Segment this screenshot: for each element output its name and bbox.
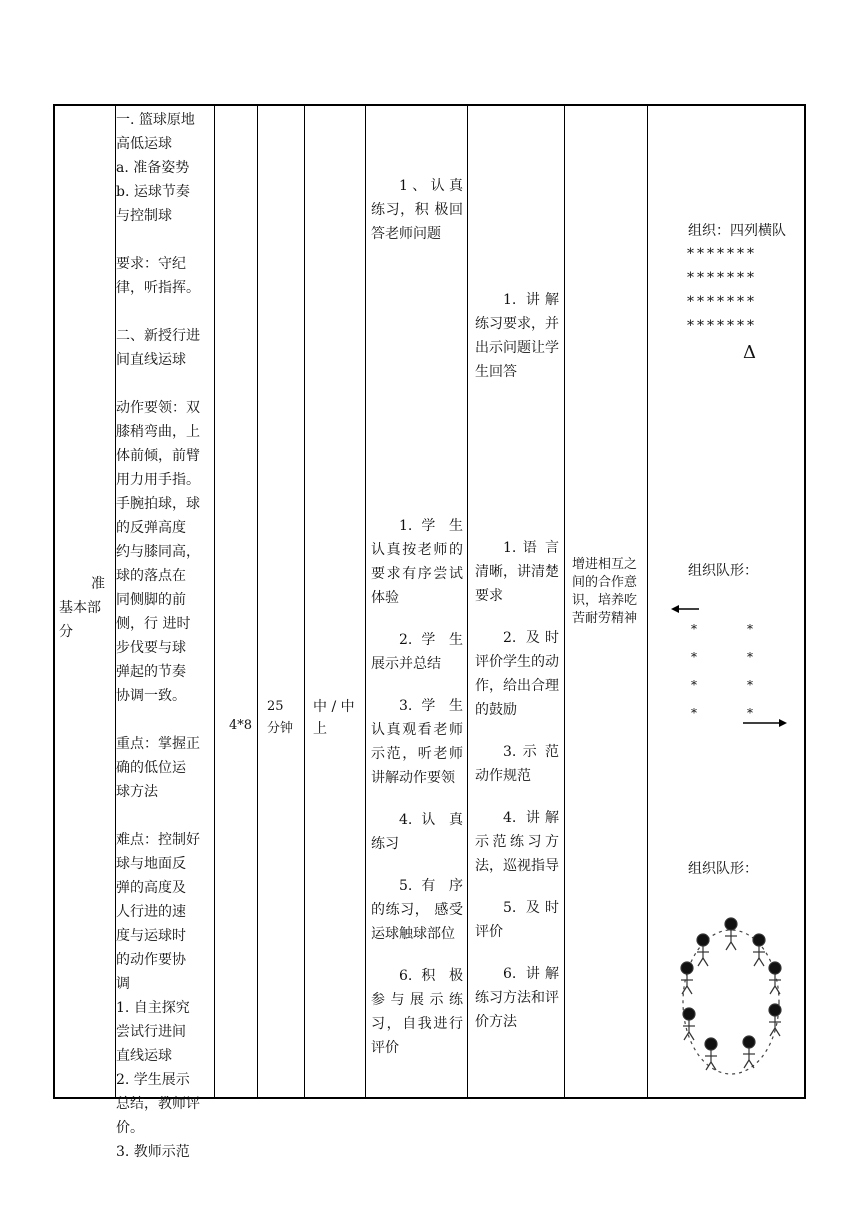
org-title-circle: 组织队形：	[688, 861, 758, 877]
star-formation	[687, 242, 757, 338]
col-divider	[467, 106, 468, 1097]
student-activity-text: 6. 积 极参与展示练习，自我进行评价	[371, 968, 463, 1056]
col-divider	[304, 106, 305, 1097]
star-row: *******	[687, 246, 757, 262]
content-line: 难点：控制好 球与地面反 弹的高度及 人行进的速 度与运球时 的动作要协 调	[116, 832, 200, 992]
lesson-table	[53, 104, 806, 1160]
star-row: *******	[687, 318, 757, 334]
right-arrow-head	[779, 719, 787, 727]
content-line: 1. 自主探究 尝试行进间 直线运球	[116, 1000, 190, 1064]
col-divider	[214, 106, 215, 1097]
student-activity-text: 2. 学 生展示并总结	[371, 632, 463, 672]
formation-star: *	[747, 706, 753, 720]
teacher-activity-text: 3. 示 范动作规范	[475, 744, 559, 784]
student-figure	[725, 918, 737, 950]
teacher-activity-text: 5. 及时评价	[475, 900, 559, 940]
content-line: a. 准备姿势	[116, 160, 190, 176]
formation-star: *	[747, 622, 753, 636]
student-activity-text: 1、认真练习，积 极回答老师问题	[371, 178, 463, 242]
formation-star: *	[691, 650, 697, 664]
teacher-marker: Δ	[743, 342, 756, 363]
student-figure	[743, 1036, 755, 1068]
org-title-formation: 组织队形：	[688, 563, 758, 579]
content-gap	[116, 708, 212, 732]
teacher-activities	[475, 536, 559, 1034]
content-line: 重点：掌握正 确的低位运 球方法	[116, 736, 200, 800]
teacher-activity-text: 6. 讲解练习方法和评价方法	[475, 966, 559, 1030]
student-activity-text: 1. 学 生认真按老师的要求有序尝试体验	[371, 518, 463, 606]
content-line: 要求：守纪 律，听指挥。	[116, 256, 200, 296]
teacher-activity-intro	[475, 288, 559, 384]
student-activity-text: 5. 有 序的练习， 感受运球触球部位	[371, 878, 463, 942]
goal-text: 增进相互之间的合作意识，培养吃苦耐劳精神	[572, 557, 638, 626]
content-line: 二、新授行进 间直线运球	[116, 328, 200, 368]
content-column	[116, 108, 212, 1164]
content-gap	[116, 228, 212, 252]
intensity-value: 中 / 中 上	[313, 699, 355, 737]
section-label-line1: 准	[91, 576, 105, 592]
student-activity-text: 3. 学 生认真观看老师示范，听老师讲解动作要领	[371, 698, 463, 786]
content-line: b. 运球节奏 与控制球	[116, 184, 190, 224]
content-line: 一. 篮球原地 高低运球	[116, 112, 195, 152]
col-divider	[647, 106, 648, 1097]
zigzag-formation-diagram	[667, 600, 797, 730]
org-title-lines: 组织：四列横队	[688, 223, 786, 239]
section-label	[59, 572, 113, 644]
col-divider	[365, 106, 366, 1097]
circle-formation-diagram	[675, 910, 795, 1084]
star-row: *******	[687, 270, 757, 286]
formation-star: *	[691, 706, 697, 720]
student-figure	[681, 962, 693, 994]
content-gap	[116, 372, 212, 396]
content-line: 动作要领：双 膝稍弯曲，上 体前倾，前臂 用力用手指。 手腕拍球，球 的反弹高度 约与膝同高， 球的落点在 同侧脚的前 侧，行 进时 步伐要与球 弹起的节奏 协调一致。	[116, 400, 200, 704]
student-figures	[681, 918, 781, 1070]
student-figure	[769, 962, 781, 994]
formation-star: *	[747, 650, 753, 664]
reps-value: 4*8	[229, 718, 253, 733]
left-arrow-head	[671, 605, 679, 613]
teacher-activity-text: 4. 讲解示范练习方法，巡视指导	[475, 810, 559, 874]
student-figure	[697, 934, 709, 966]
col-divider	[257, 106, 258, 1097]
content-line: 2. 学生展示 总结，教师评 价。	[116, 1072, 200, 1136]
formation-star: *	[691, 678, 697, 692]
section-label-line2: 基本部分	[59, 600, 101, 640]
student-activity-text: 4. 认 真练习	[371, 812, 463, 852]
content-gap	[116, 804, 212, 828]
student-figure	[753, 934, 765, 966]
teacher-activity-text: 2. 及时评价学生的动作，给出合理的鼓励	[475, 630, 559, 718]
star-row: *******	[687, 294, 757, 310]
formation-star: *	[747, 678, 753, 692]
teacher-activity-text: 1. 讲解练习要求，并出示问题让学生回答	[475, 292, 559, 380]
student-figure	[705, 1038, 717, 1070]
col-divider	[564, 106, 565, 1097]
student-activities	[371, 514, 463, 1060]
content-gap	[116, 300, 212, 324]
student-activity-intro	[371, 174, 463, 246]
formation-star: *	[691, 622, 697, 636]
teacher-activity-text: 1. 语 言清晰，讲清楚要求	[475, 540, 559, 604]
content-line: 3. 教师示范	[116, 1144, 190, 1160]
time-value: 25 分钟	[267, 699, 294, 736]
